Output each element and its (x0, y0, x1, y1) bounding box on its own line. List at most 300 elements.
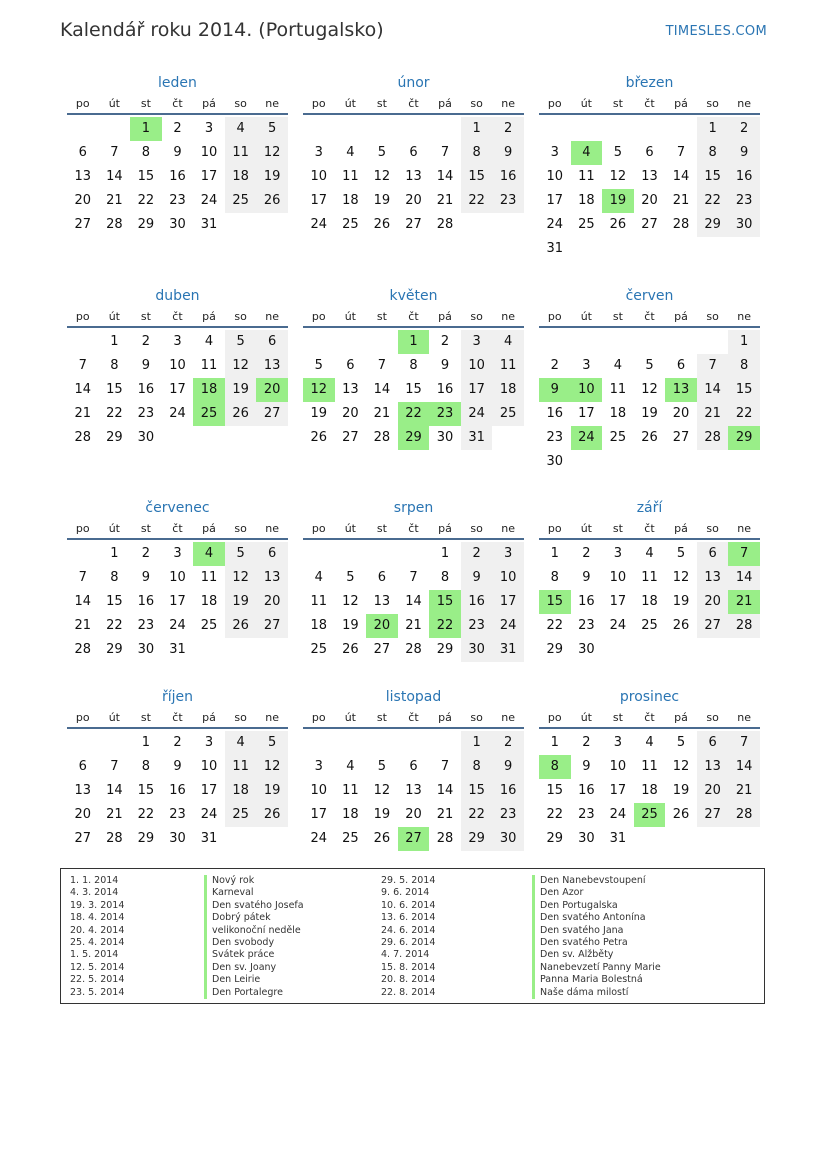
day-cell: 18 (342, 807, 359, 822)
weekday-label: út (108, 97, 120, 110)
day-cell: 25 (609, 430, 627, 445)
day-cell: 23 (492, 189, 524, 213)
day-cell: 3 (314, 759, 323, 774)
day-cell: 31 (200, 831, 218, 846)
day-cell: 7 (728, 542, 760, 566)
month-červenec (67, 497, 288, 686)
month-květen (303, 285, 524, 474)
day-cell: 7 (440, 759, 450, 774)
day-cell: 28 (74, 430, 92, 445)
day-cell: 1 (110, 334, 119, 349)
day-cell: 16 (578, 783, 595, 798)
month-leden (67, 72, 288, 261)
day-cell: 14 (74, 594, 92, 609)
weekday-label: pá (202, 97, 216, 110)
month-name: únor (397, 75, 430, 91)
day-cell: 9 (173, 145, 182, 160)
month-days (303, 117, 524, 261)
day-cell: 17 (169, 594, 186, 609)
day-cell: 21 (106, 807, 123, 822)
day-cell: 5 (314, 358, 323, 373)
day-cell: 9 (461, 566, 493, 590)
day-cell: 5 (613, 145, 623, 160)
day-cell: 10 (169, 570, 186, 585)
day-cell: 13 (74, 169, 92, 184)
day-cell: 17 (169, 382, 186, 397)
month-říjen (67, 686, 288, 875)
day-cell: 3 (613, 546, 623, 561)
day-cell: 29 (106, 430, 123, 445)
legend-holiday-name: Den svatého Jana (532, 925, 661, 937)
day-cell: 13 (373, 594, 391, 609)
day-cell: 8 (440, 570, 450, 585)
day-cell: 28 (728, 614, 760, 638)
day-cell: 6 (676, 358, 686, 373)
legend-holiday-name: Dobrý pátek (204, 912, 304, 924)
day-cell: 26 (373, 831, 391, 846)
day-cell: 3 (582, 358, 591, 373)
weekday-label: st (140, 522, 151, 535)
legend-holiday-name: Den Nanebevstoupení (532, 875, 661, 887)
weekday-label: út (108, 522, 120, 535)
month-únor (303, 72, 524, 261)
day-cell: 10 (310, 169, 328, 184)
day-cell: 30 (169, 217, 186, 232)
day-cell: 16 (578, 594, 595, 609)
day-cell: 22 (546, 807, 564, 822)
day-cell: 17 (578, 406, 595, 421)
day-cell: 18 (225, 165, 257, 189)
day-cell: 10 (546, 169, 564, 184)
weekday-label: pá (674, 310, 688, 323)
day-cell: 25 (634, 803, 666, 827)
legend-holiday-name: Den svatého Antonína (532, 912, 661, 924)
day-cell: 29 (106, 642, 123, 657)
day-cell: 10 (200, 145, 218, 160)
day-cell: 20 (405, 807, 422, 822)
day-cell: 14 (672, 169, 690, 184)
day-cell: 9 (173, 759, 182, 774)
day-cell: 6 (409, 759, 418, 774)
day-cell: 8 (697, 141, 729, 165)
month-srpen (303, 497, 524, 686)
day-cell: 3 (173, 546, 182, 561)
day-cell: 20 (641, 193, 658, 208)
weekday-label: ne (501, 97, 516, 110)
day-cell: 27 (74, 217, 92, 232)
day-cell: 27 (398, 827, 430, 851)
day-cell: 10 (609, 759, 627, 774)
day-cell: 7 (676, 145, 686, 160)
day-cell: 30 (137, 430, 155, 445)
day-cell: 17 (200, 783, 218, 798)
weekday-label: so (470, 97, 483, 110)
weekday-label: st (376, 97, 387, 110)
day-cell: 26 (373, 217, 391, 232)
day-cell: 14 (697, 378, 729, 402)
month-name: duben (155, 288, 200, 304)
day-cell: 8 (141, 145, 151, 160)
day-cell: 25 (342, 831, 359, 846)
day-cell: 15 (405, 382, 422, 397)
day-cell: 31 (609, 831, 627, 846)
day-cell: 4 (645, 546, 654, 561)
day-cell: 28 (106, 217, 123, 232)
day-cell: 22 (429, 614, 461, 638)
day-cell: 30 (492, 827, 524, 851)
day-cell: 6 (256, 542, 288, 566)
day-cell: 22 (461, 189, 493, 213)
day-cell: 7 (78, 570, 87, 585)
day-cell: 19 (256, 165, 288, 189)
day-cell: 12 (672, 570, 690, 585)
day-cell: 16 (728, 165, 760, 189)
day-cell: 16 (461, 590, 493, 614)
day-cell: 7 (110, 145, 119, 160)
day-cell: 6 (409, 145, 418, 160)
day-cell: 15 (539, 590, 571, 614)
legend-date: 29. 5. 2014 (381, 875, 436, 886)
day-cell: 8 (110, 358, 119, 373)
weekday-label: út (580, 522, 592, 535)
day-cell: 4 (645, 735, 654, 750)
day-cell: 2 (141, 546, 151, 561)
month-listopad (303, 686, 524, 875)
day-cell: 30 (436, 430, 454, 445)
day-cell: 24 (169, 406, 186, 421)
day-cell: 18 (310, 618, 328, 633)
brand-link[interactable]: TIMESLES.COM (665, 24, 767, 39)
legend-holiday-name: Den sv. Joany (204, 962, 304, 974)
weekday-label: ne (737, 97, 752, 110)
day-cell: 4 (193, 542, 225, 566)
day-cell: 24 (571, 426, 603, 450)
day-cell: 6 (346, 358, 355, 373)
day-cell: 11 (225, 141, 257, 165)
day-cell: 5 (377, 759, 387, 774)
day-cell: 22 (546, 618, 564, 633)
legend-holiday-name: Panna Maria Bolestná (532, 974, 661, 986)
legend-holiday-name: Den Leirie (204, 974, 304, 986)
day-cell: 23 (137, 618, 155, 633)
weekday-label: pá (674, 522, 688, 535)
day-cell: 4 (225, 731, 257, 755)
day-cell: 2 (141, 334, 151, 349)
day-cell: 30 (546, 454, 564, 469)
day-cell: 5 (256, 117, 288, 141)
day-cell: 17 (310, 193, 328, 208)
day-cell: 9 (440, 358, 450, 373)
day-cell: 3 (492, 542, 524, 566)
day-cell: 14 (728, 566, 760, 590)
day-cell: 20 (74, 807, 92, 822)
day-cell: 8 (461, 141, 493, 165)
day-cell: 25 (225, 803, 257, 827)
day-cell: 27 (641, 217, 658, 232)
day-cell: 4 (346, 145, 355, 160)
month-name: červen (625, 288, 674, 304)
legend-date: 9. 6. 2014 (381, 887, 430, 899)
legend-holiday-name: Den svatého Petra (532, 937, 661, 949)
day-cell: 21 (373, 406, 391, 421)
day-cell: 25 (310, 642, 328, 657)
weekday-header (67, 519, 288, 540)
day-cell: 6 (78, 759, 87, 774)
day-cell: 24 (609, 807, 627, 822)
month-days (67, 330, 288, 474)
day-cell: 26 (672, 807, 690, 822)
day-cell: 26 (225, 614, 257, 638)
day-cell: 29 (461, 827, 493, 851)
weekday-label: po (547, 97, 562, 110)
day-cell: 4 (571, 141, 603, 165)
day-cell: 5 (225, 330, 257, 354)
day-cell: 25 (200, 618, 218, 633)
day-cell: 18 (641, 594, 658, 609)
weekday-label: čt (644, 97, 655, 110)
day-cell: 18 (492, 378, 524, 402)
day-cell: 28 (697, 426, 729, 450)
weekday-label: po (75, 310, 90, 323)
weekday-label: ne (265, 711, 280, 724)
day-cell: 23 (429, 402, 461, 426)
weekday-label: po (547, 522, 562, 535)
day-cell: 20 (74, 193, 92, 208)
legend-left-dates (70, 875, 124, 999)
month-name: září (636, 500, 663, 516)
day-cell: 25 (492, 402, 524, 426)
day-cell: 31 (200, 217, 218, 232)
legend-date: 13. 6. 2014 (381, 912, 436, 924)
day-cell: 2 (461, 542, 493, 566)
weekday-header (539, 708, 760, 729)
day-cell: 26 (256, 189, 288, 213)
day-cell: 5 (256, 731, 288, 755)
month-days (303, 330, 524, 474)
weekday-label: st (376, 711, 387, 724)
day-cell: 27 (256, 402, 288, 426)
day-cell: 27 (74, 831, 92, 846)
day-cell: 8 (110, 570, 119, 585)
day-cell: 15 (461, 165, 493, 189)
day-cell: 15 (546, 783, 564, 798)
weekday-header (539, 307, 760, 328)
day-cell: 13 (641, 169, 658, 184)
weekday-label: pá (202, 522, 216, 535)
weekday-label: st (612, 310, 623, 323)
day-cell: 23 (578, 807, 595, 822)
day-cell: 2 (582, 546, 591, 561)
weekday-label: ne (737, 522, 752, 535)
day-cell: 31 (492, 638, 524, 662)
day-cell: 24 (609, 618, 627, 633)
legend-holiday-name: Svátek práce (204, 949, 304, 961)
weekday-label: ne (265, 522, 280, 535)
day-cell: 21 (436, 807, 454, 822)
day-cell: 17 (200, 169, 218, 184)
month-days (539, 330, 760, 474)
day-cell: 1 (550, 546, 559, 561)
day-cell: 4 (314, 570, 323, 585)
day-cell: 8 (461, 755, 493, 779)
day-cell: 6 (697, 731, 729, 755)
weekday-label: čt (408, 711, 419, 724)
legend-date: 1. 1. 2014 (70, 875, 119, 886)
day-cell: 27 (405, 217, 422, 232)
weekday-label: so (706, 97, 719, 110)
legend-date: 1. 5. 2014 (70, 949, 119, 961)
month-name: srpen (393, 500, 434, 516)
day-cell: 11 (578, 169, 595, 184)
weekday-label: so (234, 711, 247, 724)
weekday-label: út (108, 310, 120, 323)
day-cell: 11 (641, 570, 658, 585)
day-cell: 28 (74, 642, 92, 657)
day-cell: 16 (492, 779, 524, 803)
legend-date: 20. 4. 2014 (70, 924, 125, 936)
day-cell: 2 (440, 334, 450, 349)
day-cell: 24 (310, 217, 328, 232)
weekday-label: st (612, 522, 623, 535)
day-cell: 5 (225, 542, 257, 566)
day-cell: 30 (137, 642, 155, 657)
day-cell: 16 (169, 169, 186, 184)
day-cell: 11 (200, 358, 218, 373)
weekday-label: po (75, 97, 90, 110)
day-cell: 14 (405, 594, 422, 609)
day-cell: 1 (141, 735, 151, 750)
day-cell: 25 (641, 618, 658, 633)
day-cell: 7 (110, 759, 119, 774)
weekday-label: so (234, 97, 247, 110)
weekday-label: pá (438, 522, 452, 535)
day-cell: 3 (173, 334, 182, 349)
month-days (67, 117, 288, 261)
day-cell: 1 (697, 117, 729, 141)
day-cell: 20 (697, 779, 729, 803)
day-cell: 17 (310, 807, 328, 822)
day-cell: 26 (641, 430, 658, 445)
day-cell: 18 (609, 406, 627, 421)
day-cell: 12 (256, 755, 288, 779)
day-cell: 15 (137, 169, 155, 184)
day-cell: 29 (137, 217, 155, 232)
day-cell: 19 (641, 406, 658, 421)
weekday-label: ne (265, 310, 280, 323)
weekday-label: st (140, 310, 151, 323)
day-cell: 15 (461, 779, 493, 803)
weekday-label: út (344, 310, 356, 323)
legend-date: 15. 8. 2014 (381, 961, 436, 973)
day-cell: 7 (377, 358, 387, 373)
legend-holiday-name: Den svobody (204, 937, 304, 949)
day-cell: 10 (609, 570, 627, 585)
weekday-label: so (234, 310, 247, 323)
weekday-label: so (470, 522, 483, 535)
day-cell: 14 (436, 169, 454, 184)
day-cell: 18 (342, 193, 359, 208)
weekday-label: út (344, 711, 356, 724)
weekday-header (303, 519, 524, 540)
day-cell: 23 (461, 614, 493, 638)
day-cell: 18 (641, 783, 658, 798)
day-cell: 17 (609, 594, 627, 609)
weekday-label: út (344, 97, 356, 110)
legend-date: 25. 4. 2014 (70, 936, 125, 948)
day-cell: 11 (200, 570, 218, 585)
legend-date: 4. 3. 2014 (70, 887, 119, 899)
day-cell: 23 (728, 189, 760, 213)
day-cell: 12 (373, 783, 391, 798)
day-cell: 25 (225, 189, 257, 213)
day-cell: 25 (193, 402, 225, 426)
day-cell: 18 (200, 594, 218, 609)
day-cell: 3 (204, 735, 214, 750)
day-cell: 16 (492, 165, 524, 189)
day-cell: 15 (106, 594, 123, 609)
day-cell: 16 (137, 594, 155, 609)
day-cell: 9 (492, 141, 524, 165)
weekday-label: po (311, 522, 326, 535)
weekday-label: čt (172, 711, 183, 724)
day-cell: 3 (204, 121, 214, 136)
day-cell: 13 (256, 566, 288, 590)
month-březen (539, 72, 760, 261)
legend-date: 18. 4. 2014 (70, 912, 125, 924)
day-cell: 20 (342, 406, 359, 421)
day-cell: 1 (110, 546, 119, 561)
day-cell: 28 (373, 430, 391, 445)
legend-holiday-name: Nanebevzetí Panny Marie (532, 962, 661, 974)
weekday-label: čt (408, 522, 419, 535)
day-cell: 2 (492, 117, 524, 141)
day-cell: 23 (169, 807, 186, 822)
day-cell: 19 (310, 406, 328, 421)
day-cell: 30 (461, 638, 493, 662)
day-cell: 13 (665, 378, 697, 402)
day-cell: 13 (405, 783, 422, 798)
day-cell: 2 (582, 735, 591, 750)
day-cell: 6 (697, 542, 729, 566)
day-cell: 19 (672, 783, 690, 798)
day-cell: 3 (550, 145, 559, 160)
legend-holiday-name: Naše dáma milostí (532, 987, 661, 999)
day-cell: 25 (578, 217, 595, 232)
day-cell: 13 (697, 755, 729, 779)
day-cell: 16 (436, 382, 454, 397)
day-cell: 20 (672, 406, 690, 421)
legend-date: 20. 8. 2014 (381, 974, 436, 986)
day-cell: 29 (398, 426, 430, 450)
day-cell: 28 (405, 642, 422, 657)
legend-date: 24. 6. 2014 (381, 924, 436, 936)
day-cell: 24 (200, 807, 218, 822)
day-cell: 30 (169, 831, 186, 846)
weekday-label: so (234, 522, 247, 535)
day-cell: 7 (728, 731, 760, 755)
weekday-label: pá (438, 310, 452, 323)
legend-holiday-name: Den svatého Josefa (204, 900, 304, 912)
day-cell: 22 (106, 406, 123, 421)
day-cell: 20 (366, 614, 398, 638)
day-cell: 11 (641, 759, 658, 774)
day-cell: 27 (672, 430, 690, 445)
weekday-header (67, 307, 288, 328)
day-cell: 16 (169, 783, 186, 798)
month-days (303, 542, 524, 686)
month-days (539, 542, 760, 686)
day-cell: 9 (582, 759, 591, 774)
